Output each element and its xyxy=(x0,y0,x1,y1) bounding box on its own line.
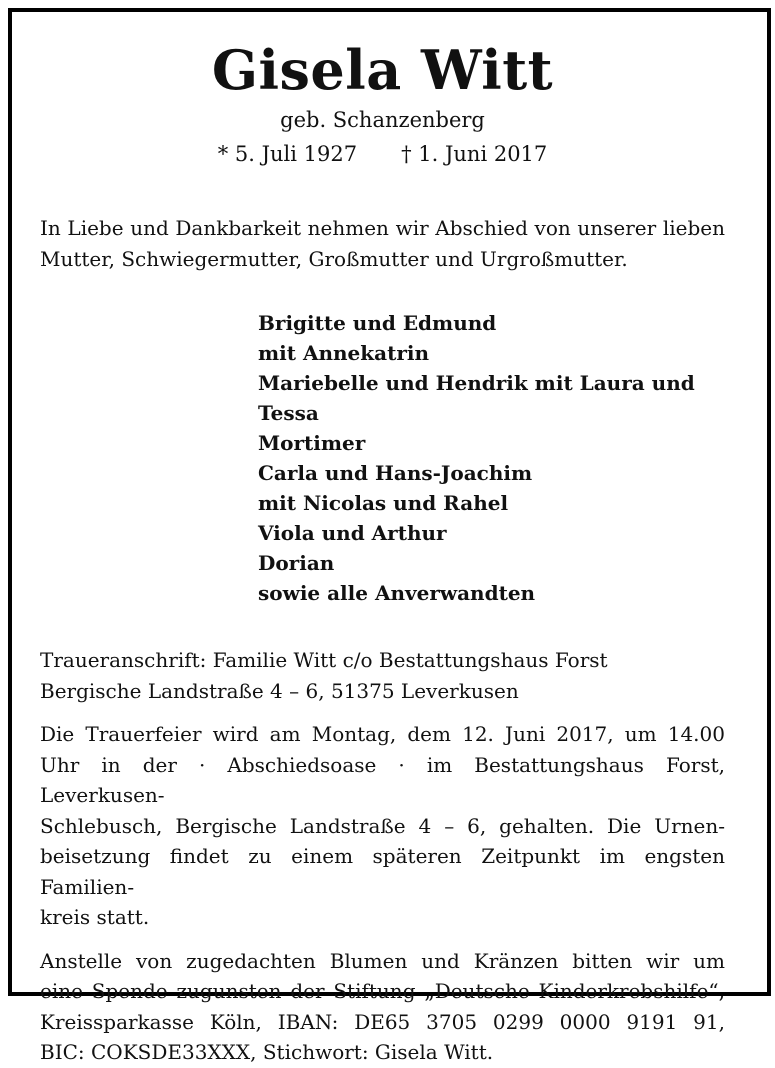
mourning-address xyxy=(40,645,725,707)
ceremony-line: kreis statt. xyxy=(40,905,150,929)
birth-date: * 5. Juli 1927 xyxy=(217,142,358,166)
donation-line: eine Spende zugunsten der Stiftung „Deutsche Kinderkrebshilfe“, xyxy=(40,979,725,1003)
intro-text xyxy=(40,213,725,275)
ceremony-text xyxy=(40,719,725,933)
donation-text xyxy=(40,946,725,1068)
ceremony-line: Die Trauerfeier wird am Montag, dem 12. Juni 2017, um 14.00 xyxy=(40,722,725,746)
donation-line: Kreissparkasse Köln, IBAN: DE65 3705 0299 0000 9191 91, xyxy=(40,1009,725,1034)
address-line: Traueranschrift: Familie Witt c/o Bestattungshaus Forst xyxy=(40,648,608,672)
donation-line: Anstelle von zugedachten Blumen und Kränzen bitten wir um xyxy=(40,948,725,973)
family-member: Brigitte und Edmund xyxy=(258,311,497,335)
intro-line: In Liebe und Dankbarkeit nehmen wir Abschied von unserer lieben xyxy=(40,216,725,240)
address-line: Bergische Landstraße 4 – 6, 51375 Leverkusen xyxy=(40,679,519,703)
family-member: mit Nicolas und Rahel xyxy=(258,491,509,515)
death-date: † 1. Juni 2017 xyxy=(401,142,548,166)
family-list xyxy=(258,308,725,608)
family-member: Viola und Arthur xyxy=(258,521,447,545)
family-member: Carla und Hans-Joachim xyxy=(258,461,533,485)
donation-line: BIC: COKSDE33XXX, Stichwort: Gisela Witt. xyxy=(40,1040,494,1064)
obituary-notice xyxy=(40,40,725,1068)
life-dates xyxy=(40,140,725,168)
birth-name: geb. Schanzenberg xyxy=(280,108,485,132)
family-member: Mariebelle und Hendrik mit Laura und Tessa xyxy=(258,371,695,425)
family-member: sowie alle Anverwandten xyxy=(258,581,536,605)
ceremony-line: Schlebusch, Bergische Landstraße 4 – 6, gehalten. Die Urnen- xyxy=(40,813,725,838)
ceremony-line: beisetzung findet zu einem späteren Zeitpunkt im engsten Familien- xyxy=(40,844,725,899)
intro-line: Mutter, Schwiegermutter, Großmutter und Urgroßmutter. xyxy=(40,247,628,271)
ceremony-line: Uhr in der · Abschiedsoase · im Bestattungshaus Forst, Leverkusen- xyxy=(40,752,725,807)
family-member: mit Annekatrin xyxy=(258,341,430,365)
deceased-name: Gisela Witt xyxy=(211,38,554,102)
family-member: Dorian xyxy=(258,551,335,575)
family-member: Mortimer xyxy=(258,431,366,455)
